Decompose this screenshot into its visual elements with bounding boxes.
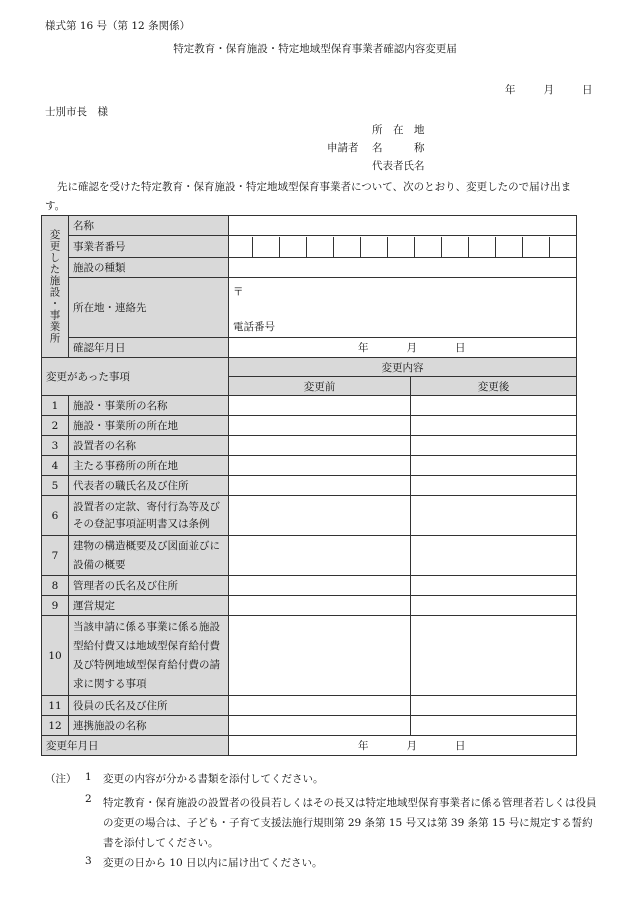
note-number: 3 xyxy=(85,855,92,867)
item-number: 12 xyxy=(42,716,69,736)
item-number: 1 xyxy=(42,396,69,416)
item-label: 施設・事業所の所在地 xyxy=(69,416,229,436)
item-number: 8 xyxy=(42,576,69,596)
postal-mark: 〒 xyxy=(233,286,244,298)
table-row xyxy=(42,536,577,576)
applicant-name-label: 名 称 xyxy=(372,142,425,154)
changed-items-header: 変更があった事項 xyxy=(42,358,229,396)
table-row xyxy=(42,696,577,716)
facility-name-field[interactable] xyxy=(229,216,577,236)
before-cell[interactable] xyxy=(229,436,411,456)
before-cell[interactable] xyxy=(229,496,411,536)
item-number: 6 xyxy=(42,496,69,536)
facility-section-label: 変更した施設・事業所 xyxy=(42,216,69,358)
year-label: 年 xyxy=(505,84,516,96)
addressee: 士別市長 様 xyxy=(45,106,108,118)
item-label: 役員の氏名及び住所 xyxy=(69,696,229,716)
note-text: 変更の内容が分かる書類を添付してください。 xyxy=(103,773,324,785)
form-number: 様式第 16 号（第 12 条関係） xyxy=(45,20,191,32)
item-label: 運営規定 xyxy=(69,596,229,616)
confirm-date-field[interactable]: 年 月 日 xyxy=(229,338,577,358)
item-label: 設置者の定款、寄付行為等及びその登記事項証明書又は条例 xyxy=(69,496,229,536)
after-cell[interactable] xyxy=(411,436,577,456)
change-date-field[interactable]: 年 月 日 xyxy=(229,736,577,756)
applicant-label: 申請者 xyxy=(327,142,359,154)
item-label: 当該申請に係る事業に係る施設型給付費又は地域型保育給付費及び特例地域型保育給付費の請求に関する事項 xyxy=(69,616,229,696)
after-cell[interactable] xyxy=(411,596,577,616)
table-row xyxy=(42,496,577,536)
applicant-representative-label: 代表者氏名 xyxy=(372,160,425,172)
table-row xyxy=(42,456,577,476)
before-cell[interactable] xyxy=(229,716,411,736)
item-label: 施設・事業所の名称 xyxy=(69,396,229,416)
business-number-label: 事業者番号 xyxy=(69,236,229,258)
after-cell[interactable] xyxy=(411,416,577,436)
before-cell[interactable] xyxy=(229,616,411,696)
table-row xyxy=(42,396,577,416)
facility-name-label: 名称 xyxy=(69,216,229,236)
item-label: 管理者の氏名及び住所 xyxy=(69,576,229,596)
facility-type-label: 施設の種類 xyxy=(69,258,229,278)
note-text: 変更の日から 10 日以内に届け出てください。 xyxy=(103,857,323,869)
item-number: 10 xyxy=(42,616,69,696)
change-items xyxy=(42,396,577,736)
before-header: 変更前 xyxy=(229,377,411,396)
item-label: 主たる事務所の所在地 xyxy=(69,456,229,476)
item-number: 9 xyxy=(42,596,69,616)
item-number: 7 xyxy=(42,536,69,576)
applicant-address-label: 所 在 地 xyxy=(372,124,425,136)
before-cell[interactable] xyxy=(229,576,411,596)
item-label: 連携施設の名称 xyxy=(69,716,229,736)
month-label: 月 xyxy=(543,84,554,96)
notes-prefix: （注） xyxy=(45,773,77,785)
facility-type-field[interactable] xyxy=(229,258,577,278)
before-cell[interactable] xyxy=(229,696,411,716)
before-cell[interactable] xyxy=(229,456,411,476)
note-text: 特定教育・保育施設の設置者の役員若しくはその長又は特定地域型保育事業者に係る管理者若しくは役員の変更の場合は、子ども・子育て支援法施行規則第 29 条第 15 号又は第 39 条第 15 号に規定する誓約書を添付してください。 xyxy=(103,797,597,849)
after-cell[interactable] xyxy=(411,616,577,696)
after-cell[interactable] xyxy=(411,496,577,536)
intro-text: 先に確認を受けた特定教育・保育施設・特定地域型保育事業者について、次のとおり、変更したので届け出ます。 xyxy=(45,181,572,212)
after-cell[interactable] xyxy=(411,476,577,496)
after-cell[interactable] xyxy=(411,716,577,736)
business-number-field[interactable] xyxy=(229,236,577,258)
after-cell[interactable] xyxy=(411,696,577,716)
change-date-label: 変更年月日 xyxy=(42,736,229,756)
note-number: 1 xyxy=(85,771,92,783)
table-row xyxy=(42,416,577,436)
item-number: 5 xyxy=(42,476,69,496)
table-row xyxy=(42,716,577,736)
after-cell[interactable] xyxy=(411,536,577,576)
item-label: 代表者の職氏名及び住所 xyxy=(69,476,229,496)
table-row xyxy=(42,576,577,596)
page-title: 特定教育・保育施設・特定地域型保育事業者確認内容変更届 xyxy=(173,43,457,55)
day-label: 日 xyxy=(582,84,593,96)
after-cell[interactable] xyxy=(411,396,577,416)
after-cell[interactable] xyxy=(411,456,577,476)
note-number: 2 xyxy=(85,793,92,805)
table-row xyxy=(42,596,577,616)
item-number: 11 xyxy=(42,696,69,716)
change-form-table xyxy=(41,215,577,756)
before-cell[interactable] xyxy=(229,416,411,436)
before-cell[interactable] xyxy=(229,536,411,576)
before-cell[interactable] xyxy=(229,596,411,616)
submission-date[interactable] xyxy=(505,82,593,97)
table-row xyxy=(42,436,577,456)
location-label: 所在地・連絡先 xyxy=(69,278,229,338)
before-cell[interactable] xyxy=(229,476,411,496)
before-cell[interactable] xyxy=(229,396,411,416)
confirm-date-label: 確認年月日 xyxy=(69,338,229,358)
table-row xyxy=(42,616,577,696)
item-number: 4 xyxy=(42,456,69,476)
location-field[interactable] xyxy=(229,278,577,338)
after-cell[interactable] xyxy=(411,576,577,596)
change-content-header: 変更内容 xyxy=(229,358,577,377)
item-number: 2 xyxy=(42,416,69,436)
item-number: 3 xyxy=(42,436,69,456)
item-label: 建物の構造概要及び図面並びに設備の概要 xyxy=(69,536,229,576)
table-row xyxy=(42,476,577,496)
after-header: 変更後 xyxy=(411,377,577,396)
item-label: 設置者の名称 xyxy=(69,436,229,456)
phone-label: 電話番号 xyxy=(233,321,275,333)
